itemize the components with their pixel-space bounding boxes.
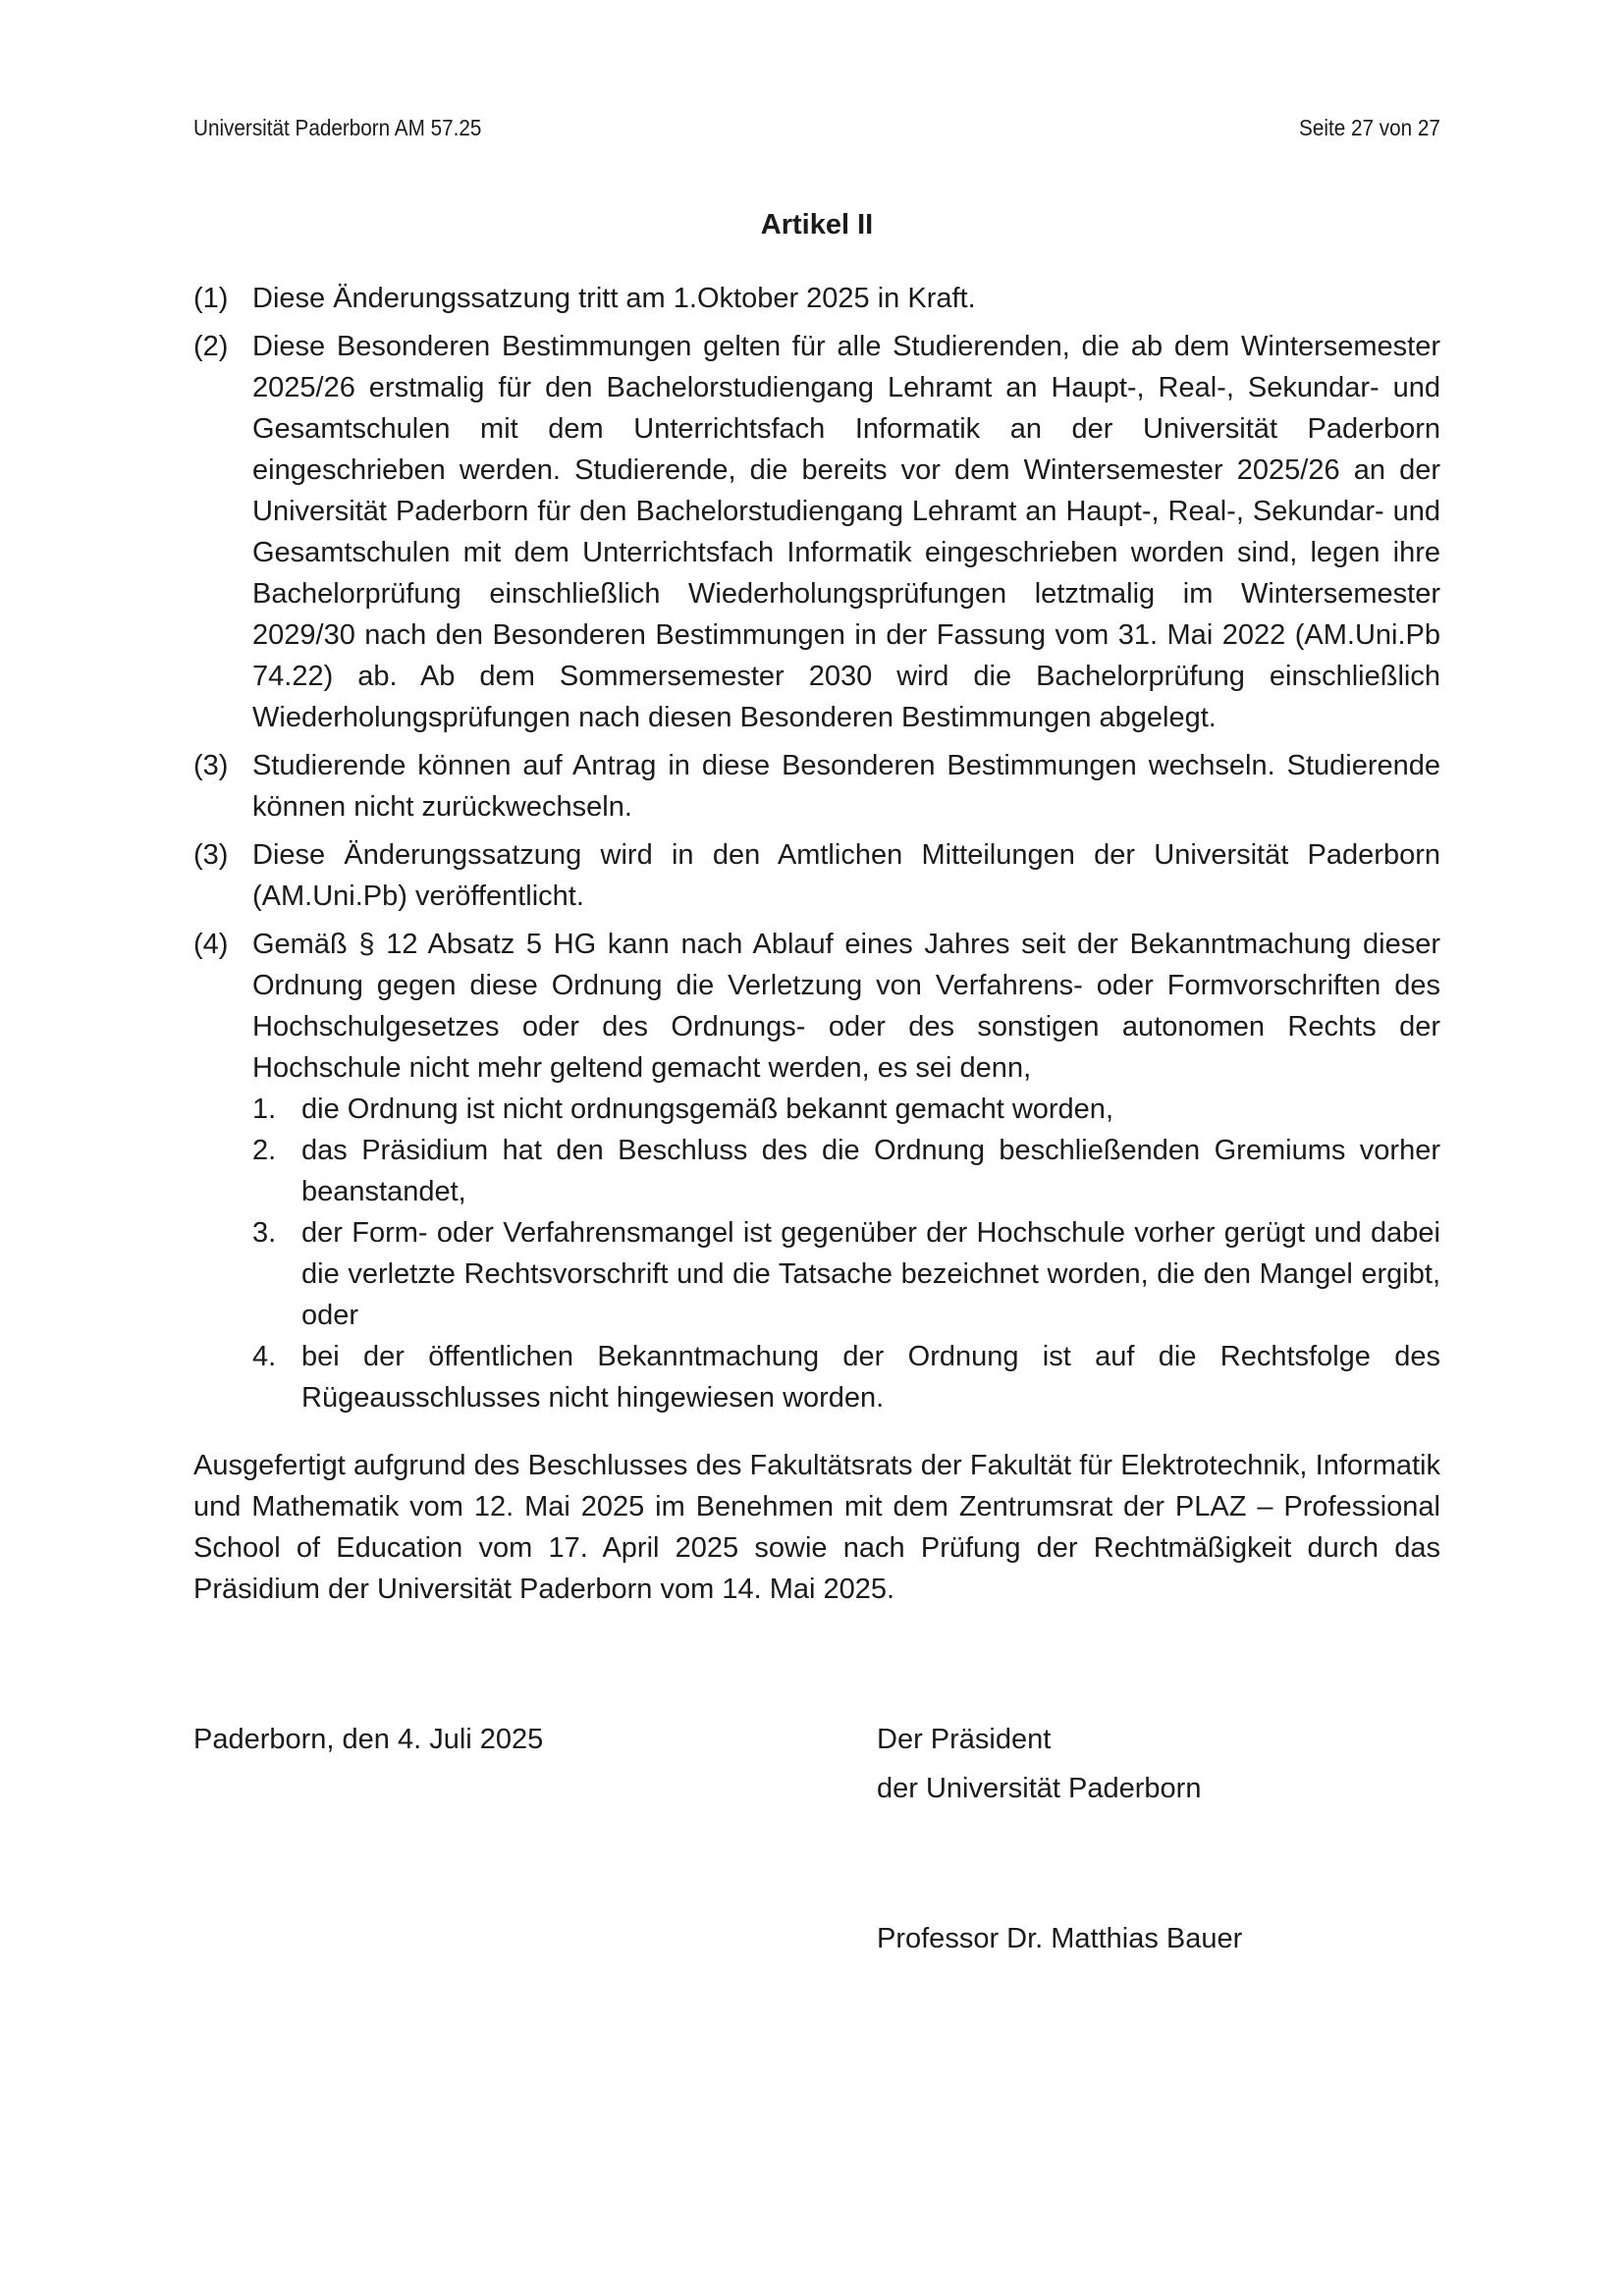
- paragraph-number: (3): [193, 750, 229, 781]
- paragraph-text: Studierende können auf Antrag in diese Besonderen Bestimmungen wechseln. Studierende können nicht zurückwechseln.: [252, 750, 1440, 823]
- paragraph-number: (4): [193, 929, 229, 960]
- paragraph-2: [193, 326, 1440, 738]
- paragraph-number: (3): [193, 839, 229, 871]
- paragraph-number: (2): [193, 331, 229, 362]
- list-item-number: 1.: [252, 1094, 277, 1125]
- role-line-2: der Universität Paderborn: [877, 1773, 1202, 1804]
- closing-statement: Ausgefertigt aufgrund des Beschlusses des Fakultätsrats der Fakultät für Elektrotechnik, Informatik und Mathematik vom 12. Mai 2025 im Benehmen mit dem Zentrumsrat der PLAZ – Professional School of Education vom 17. April 2025 sowie nach Prüfung der Rechtmäßigkeit durch das Präsidium der Universität Paderborn vom 14. Mai 2025.: [193, 1450, 1440, 1605]
- list-item-text: das Präsidium hat den Beschluss des die Ordnung beschließenden Gremiums vorher beanstandet,: [301, 1135, 1440, 1207]
- paragraph-3: [193, 745, 1440, 828]
- list-item-number: 3.: [252, 1217, 277, 1249]
- list-item: [252, 1212, 1440, 1336]
- list-item-number: 2.: [252, 1135, 277, 1166]
- paragraph-text: Diese Änderungssatzung tritt am 1.Oktober 2025 in Kraft.: [252, 283, 976, 314]
- page-header: [193, 115, 1440, 141]
- paragraph-4: [193, 924, 1440, 1418]
- list-item-number: 4.: [252, 1341, 277, 1372]
- paragraph-text: Gemäß § 12 Absatz 5 HG kann nach Ablauf eines Jahres seit der Bekanntmachung dieser Ordnung gegen diese Ordnung die Verletzung von Verfahrens- oder Formvorschriften des Hochschulgesetzes oder des Ordnungs- oder des sonstigen autonomen Rechts der Hochschule nicht mehr geltend gemacht werden, es sei denn,: [252, 929, 1440, 1084]
- paragraph-text: Diese Änderungssatzung wird in den Amtlichen Mitteilungen der Universität Paderborn (AM.Uni.Pb) veröffentlicht.: [252, 839, 1440, 912]
- list-item-text: der Form- oder Verfahrensmangel ist gegenüber der Hochschule vorher gerügt und dabei die verletzte Rechtsvorschrift und die Tatsache bezeichnet worden, die den Mangel ergibt, oder: [301, 1217, 1440, 1331]
- paragraph-3b: [193, 834, 1440, 917]
- role-line-1: Der Präsident: [877, 1724, 1052, 1755]
- list-item: [252, 1336, 1440, 1418]
- document-page: [193, 0, 1440, 2296]
- place-date: Paderborn, den 4. Juli 2025: [193, 1724, 544, 1755]
- list-item-text: bei der öffentlichen Bekanntmachung der Ordnung ist auf die Rechtsfolge des Rügeausschlusses nicht hingewiesen worden.: [301, 1341, 1440, 1414]
- paragraph-body: [252, 924, 1440, 1418]
- paragraph-number: (1): [193, 283, 229, 314]
- list-item: [252, 1130, 1440, 1212]
- article-title: Artikel II: [760, 209, 874, 240]
- header-page-number: Seite 27 von 27: [1299, 115, 1440, 140]
- header-left: Universität Paderborn AM 57.25: [193, 115, 482, 140]
- signatory-role: [877, 1715, 1201, 1813]
- article-body: [193, 278, 1440, 1425]
- list-item: [252, 1089, 1440, 1130]
- list-item-text: die Ordnung ist nicht ordnungsgemäß bekannt gemacht worden,: [301, 1094, 1113, 1125]
- exception-list: [252, 1089, 1440, 1418]
- paragraph-text: Diese Besonderen Bestimmungen gelten für alle Studierenden, die ab dem Wintersemester 2025/26 erstmalig für den Bachelorstudiengang Lehramt an Haupt-, Real-, Sekundar- und Gesamtschulen mit dem Unterrichtsfach Informatik an der Universität Paderborn eingeschrieben werden. Studierende, die bereits vor dem Wintersemester 2025/26 an der Universität Paderborn für den Bachelorstudiengang Lehramt an Haupt-, Real-, Sekundar- und Gesamtschulen mit dem Unterrichtsfach Informatik eingeschrieben worden sind, legen ihre Bachelorprüfung einschließlich Wiederholungsprüfungen letztmalig im Wintersemester 2029/30 nach den Besonderen Bestimmungen in der Fassung vom 31. Mai 2022 (AM.Uni.Pb 74.22) ab. Ab dem Sommersemester 2030 wird die Bachelorprüfung einschließlich Wiederholungsprüfungen nach diesen Besonderen Bestimmungen abgelegt.: [252, 331, 1440, 733]
- paragraph-1: [193, 278, 1440, 319]
- signatory-name: Professor Dr. Matthias Bauer: [877, 1923, 1243, 1954]
